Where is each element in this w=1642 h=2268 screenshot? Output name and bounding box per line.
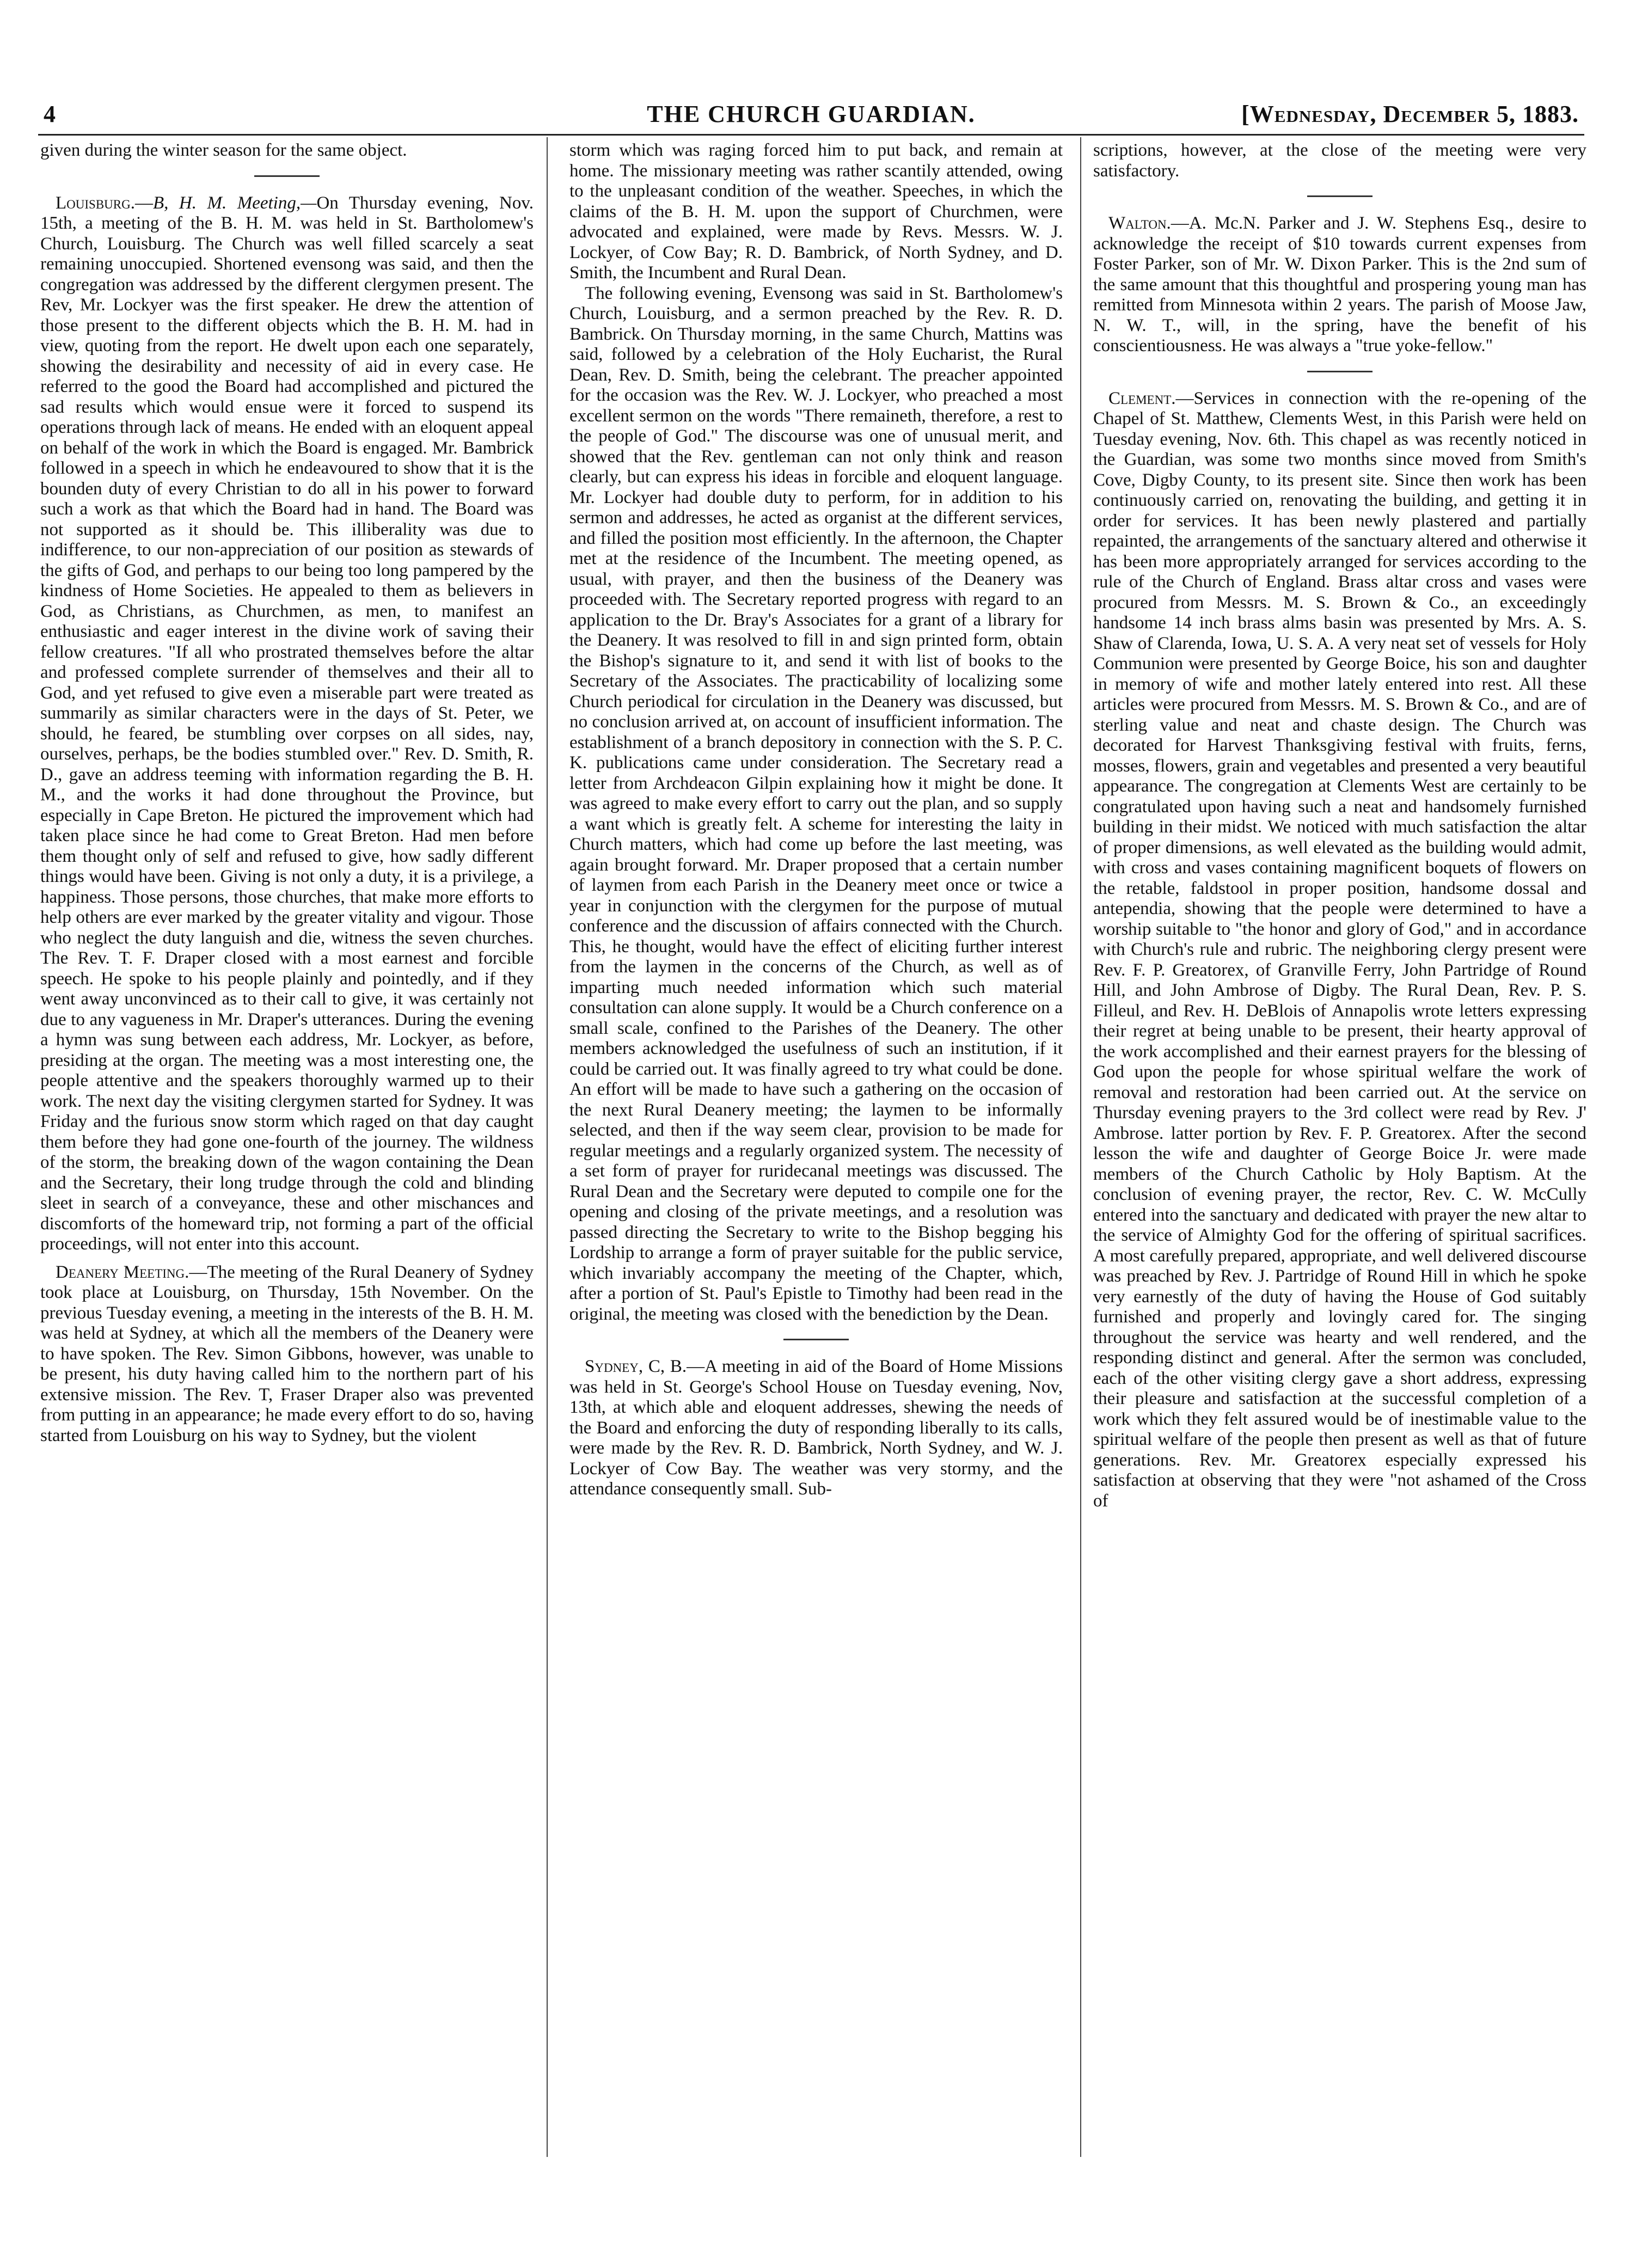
article-heading: Clement.— (1108, 388, 1194, 408)
article-heading: Deanery Meeting.— (56, 1262, 207, 1282)
article-heading: Sydney, C, B.— (585, 1357, 705, 1376)
newspaper-title: THE CHURCH GUARDIAN. (647, 101, 976, 127)
section-separator (1307, 371, 1373, 372)
column-2 (569, 140, 1063, 2157)
masthead-rule (38, 134, 1584, 136)
section-separator (254, 175, 320, 177)
article-walton (1093, 213, 1586, 357)
column-1 (40, 140, 534, 2157)
paragraph: scriptions, however, at the close of the meeting were very satisfactory. (1093, 140, 1586, 181)
article-heading: Louisburg.— (56, 193, 153, 213)
section-separator (783, 1339, 849, 1340)
paragraph: given during the winter season for the same object. (40, 140, 407, 160)
article-subheading: B, H. M. Meeting,— (152, 193, 317, 213)
article-louisburg (40, 193, 534, 1255)
page-number: 4 (44, 101, 56, 127)
article-body: A meeting in aid of the Board of Home Missions was held in St. George's School House on Tuesday evening, Nov, 13th, at which able and eloquent addresses, shewing the needs of the Board and enforcing the duty of responding liberally to its calls, were made by the Rev. R. D. Bambrick, North Sydney, and W. J. Lockyer of Cow Bay. The weather was very stormy, and the attendance consequently small. Sub- (569, 1357, 1063, 1499)
column-3 (1093, 140, 1586, 2157)
masthead (38, 97, 1584, 132)
column-rule (1080, 137, 1081, 2157)
column-rule (547, 137, 548, 2157)
article-body: A. Mc.N. Parker and J. W. Stephens Esq., desire to acknowledge the receipt of $10 towards current expenses from Foster Parker, son of Mr. W. Dixon Parker. This is the 2nd sum of the same amount that this thoughtful and prospering young man has remitted from Minnesota within 2 years. The parish of Moose Jaw, N. W. T., will, in the spring, have the benefit of his conscientiousness. He was always a "true yoke-fellow." (1093, 213, 1586, 355)
section-separator (1307, 195, 1373, 197)
article-deanery-meeting (40, 1262, 534, 1446)
article-body: Services in connection with the re-opening of the Chapel of St. Matthew, Clements West, in this Parish were held on Tuesday evening, Nov. 6th. This chapel as was recently noticed in the Guardian, was some two months since moved from Smith's Cove, Digby County, to its present site. Since then work has been continuously carried on, renovating the building, and getting it in order for services. It has been newly plastered and partially repainted, the arrangements of the sanctuary altered and otherwise it has been more appropriately arranged for services according to the rule of the Church of England. Brass altar cross and vases were procured from Messrs. M. S. Brown & Co., an exceedingly handsome 14 inch brass alms basin was presented by Mrs. A. S. Shaw of Clarenda, Iowa, U. S. A. A very neat set of vessels for Holy Communion were presented by George Boice, his son and daughter in memory of wife and mother lately entered into rest. All these articles were procured from Messrs. M. S. Brown & Co., and are of sterling value and neat and chaste design. The Church was decorated for Harvest Thanksgiving festival with fruits, ferns, mosses, flowers, grain and vegetables and presented a very beautiful appearance. The congregation at Clements West are certainly to be congratulated upon having such a neat and handsomely furnished building in their midst. We noticed with much satisfaction the altar of proper dimensions, as well elevated as the building would admit, with cross and vases containing magnificent boquets of flowers on the retable, faldstool in proper position, handsome dossal and antependia, showing that the people were determined to have a worship suitable to "the honor and glory of God," and in accordance with Church's rule and rubric. The neighboring clergy present were Rev. F. P. Greatorex, of Granville Ferry, John Partridge of Round Hill, and John Ambrose of Digby. The Rural Dean, Rev. P. S. Filleul, and Rev. H. DeBlois of Annapolis wrote letters expressing their regret at being unable to be present, their hearty approval of the work accomplished and their earnest prayers for the blessing of God upon the people for whose spiritual welfare the work of removal and restoration had been carried out. At the service on Thursday evening prayers to the 3rd collect were read by Rev. J' Ambrose. latter portion by Rev. F. P. Greatorex. After the second lesson the wife and daughter of George Boice Jr. were made members of the Church Catholic by Holy Baptism. At the conclusion of evening prayer, the rector, Rev. C. W. McCully entered into the sanctuary and dedicated with prayer the new altar to the service of Almighty God for the offering of spiritual sacrifices. A most carefully prepared, appropriate, and well delivered discourse was preached by Rev. J. Partridge of Round Hill in which he spoke very earnestly of the duty of having the House of God suitably furnished and properly and lovingly cared for. The singing throughout the service was hearty and well rendered, and the responding distinct and general. After the sermon was concluded, each of the other visiting clergy gave a short address, expressing their pleasure and satisfaction at the successful completion of a work which they felt assured would be of inestimable value to the spiritual welfare of the people then present as well as that of future generations. Rev. Mr. Greatorex especially expressed his satisfaction at observing that they were "not ashamed of the Cross of (1093, 388, 1586, 1511)
issue-date: [Wednesday, December 5, 1883. (1241, 101, 1579, 127)
paragraph: The following evening, Evensong was said in St. Bartholomew's Church, Louisburg, and a sermon preached by the Rev. R. D. Bambrick. On Thursday morning, in the same Church, Mattins was said, followed by a celebration of the Holy Eucharist, the Rural Dean, Rev. D. Smith, being the celebrant. The preacher appointed for the occasion was the Rev. W. J. Lockyer, who preached a most excellent sermon on the words "There remaineth, therefore, a rest to the people of God." The discourse was one of unusual merit, and showed that the Rev. gentleman can not only think and reason clearly, but can express his ideas in forcible and eloquent language. Mr. Lockyer had double duty to perform, for in addition to his sermon and addresses, he acted as organist at the different services, and filled the position most efficiently. In the afternoon, the Chapter met at the residence of the Incumbent. The meeting opened, as usual, with prayer, and then the business of the Deanery was proceeded with. The Secretary reported progress with regard to an application to the Dr. Bray's Associates for a grant of a library for the Deanery. It was resolved to fill in and sign printed form, obtain the Bishop's signature to it, and send it with list of books to the Secretary of the Associates. The practicability of localizing some Church periodical for circulation in the Deanery was discussed, but no conclusion arrived at, on account of insufficient information. The establishment of a branch depository in connection with the S. P. C. K. publications came under consideration. The Secretary read a letter from Archdeacon Gilpin explaining how it might be done. It was agreed to make every effort to carry out the plan, and so supply a want which is greatly felt. A scheme for interesting the laity in Church matters, which had come up before the last meeting, was again brought forward. Mr. Draper proposed that a certain number of laymen from each Parish in the Deanery meet once or twice a year in conjunction with the clergymen for the purpose of mutual conference and the discussion of affairs connected with the Church. This, he thought, would have the effect of eliciting further interest from the laymen in the concerns of the Church, as well as of imparting much needed information which such material consultation can alone supply. It would be a Church conference on a small scale, confined to the Parishes of the Deanery. The other members acknowledged the usefulness of such an institution, if it could be carried out. It was finally agreed to try what could be done. An effort will be made to have such a gathering on the occasion of the next Rural Deanery meeting; the laymen to be informally selected, and then if the way seem clear, provision to be made for regular meetings and a regularly organized system. The necessity of a set form of prayer for ruridecanal meetings was discussed. The Rural Dean and the Secretary were deputed to compile one for the opening and closing of the private meetings, and a resolution was passed directing the Secretary to write to the Bishop begging his Lordship to arrange a form of prayer suitable for the public service, which invariably accompany the meeting of the Chapter, which, after a portion of St. Paul's Epistle to Timothy had been read in the original, the meeting was closed with the benediction by the Dean. (569, 283, 1063, 1324)
article-body: On Thursday evening, Nov. 15th, a meeting of the B. H. M. was held in St. Bartholomew's Church, Louisburg. The Church was well filled scarcely a seat remaining unoccupied. Shortened evensong was said, and then the congregation was addressed by the different clergymen present. The Rev, Mr. Lockyer was the first speaker. He drew the attention of those present to the different objects which the B. H. M. had in view, quoting from the report. He dwelt upon each one separately, showing the desirability and necessity of aid in every case. He referred to the good the Board had accomplished and pictured the sad results which would ensue were it forced to suspend its operations through lack of means. He ended with an eloquent appeal on behalf of the work in which the Board is engaged. Mr. Bambrick followed in a speech in which he endeavoured to show that it is the bounden duty of every Christian to do all in his power to forward such a work as that which the Board had in hand. The Board was not supported as it should be. This illiberality was due to indifference, to our non-appreciation of our position as stewards of the gifts of God, and perhaps to our being too long pampered by the kindness of Home Societies. He appealed to them as believers in God, as Christians, as Churchmen, as men, to manifest an enthusiastic and eager interest in the divine work of saving their fellow creatures. "If all who prostrated themselves before the altar and professed complete surrender of themselves and their all to God, and yet refused to give even a miserable part were treated as summarily as similar characters were in the days of St. Peter, we should, he feared, be stumbling over corpses on all sides, nay, ourselves, perhaps, be the bodies stumbled over." Rev. D. Smith, R. D., gave an address teeming with information regarding the B. H. M., and the works it had done throughout the Province, but especially in Cape Breton. He pictured the improvement which had taken place since he had come to Great Breton. Had men before them thought only of self and refused to give, how sadly different things would have been. Giving is not only a duty, it is a privilege, a happiness. Those persons, those churches, that make more efforts to help others are ever marked by the greater vitality and vigour. Those who neglect the duty languish and die, witness the seven churches. The Rev. T. F. Draper closed with a most earnest and forcible speech. He spoke to his people plainly and pointedly, and if they went away unconvinced as to their call to give, it was certainly not due to any vagueness in Mr. Draper's utterances. During the evening a hymn was sung between each address, Mr. Lockyer, as before, presiding at the organ. The meeting was a most interesting one, the people attentive and the speakers thoroughly warmed up to their work. The next day the visiting clergymen started for Sydney. It was Friday and the furious snow storm which raged on that day caught them before they had gone one-fourth of the journey. The wildness of the storm, the breaking down of the wagon containing the Dean and the Secretary, their long trudge through the cold and blinding sleet in search of a conveyance, these and other mischances and discomforts of the homeward trip, not forming a part of the official proceedings, will not enter into this account. (40, 193, 534, 1254)
article-heading: Walton.— (1108, 213, 1189, 233)
article-sydney (569, 1357, 1063, 1500)
article-body: The meeting of the Rural Deanery of Sydney took place at Louisburg, on Thursday, 15th November. On the previous Tuesday evening, a meeting in the interests of the B. H. M. was held at Sydney, at which all the members of the Deanery were to have spoken. The Rev. Simon Gibbons, however, was unable to be present, his duty having called him to the northern part of his extensive mission. The Rev. T, Fraser Draper also was prevented from putting in an appearance; he made every effort to do so, having started from Louisburg on his way to Sydney, but the violent (40, 1262, 534, 1445)
article-clement (1093, 389, 1586, 1512)
paragraph: storm which was raging forced him to put back, and remain at home. The missionary meeting was rather scantily attended, owing to the unpleasant condition of the weather. Speeches, in which the claims of the B. H. M. upon the support of Churchmen, were advocated and explained, were made by Revs. Messrs. W. J. Lockyer, of Cow Bay; R. D. Bambrick, of North Sydney, and D. Smith, the Incumbent and Rural Dean. (569, 140, 1063, 283)
